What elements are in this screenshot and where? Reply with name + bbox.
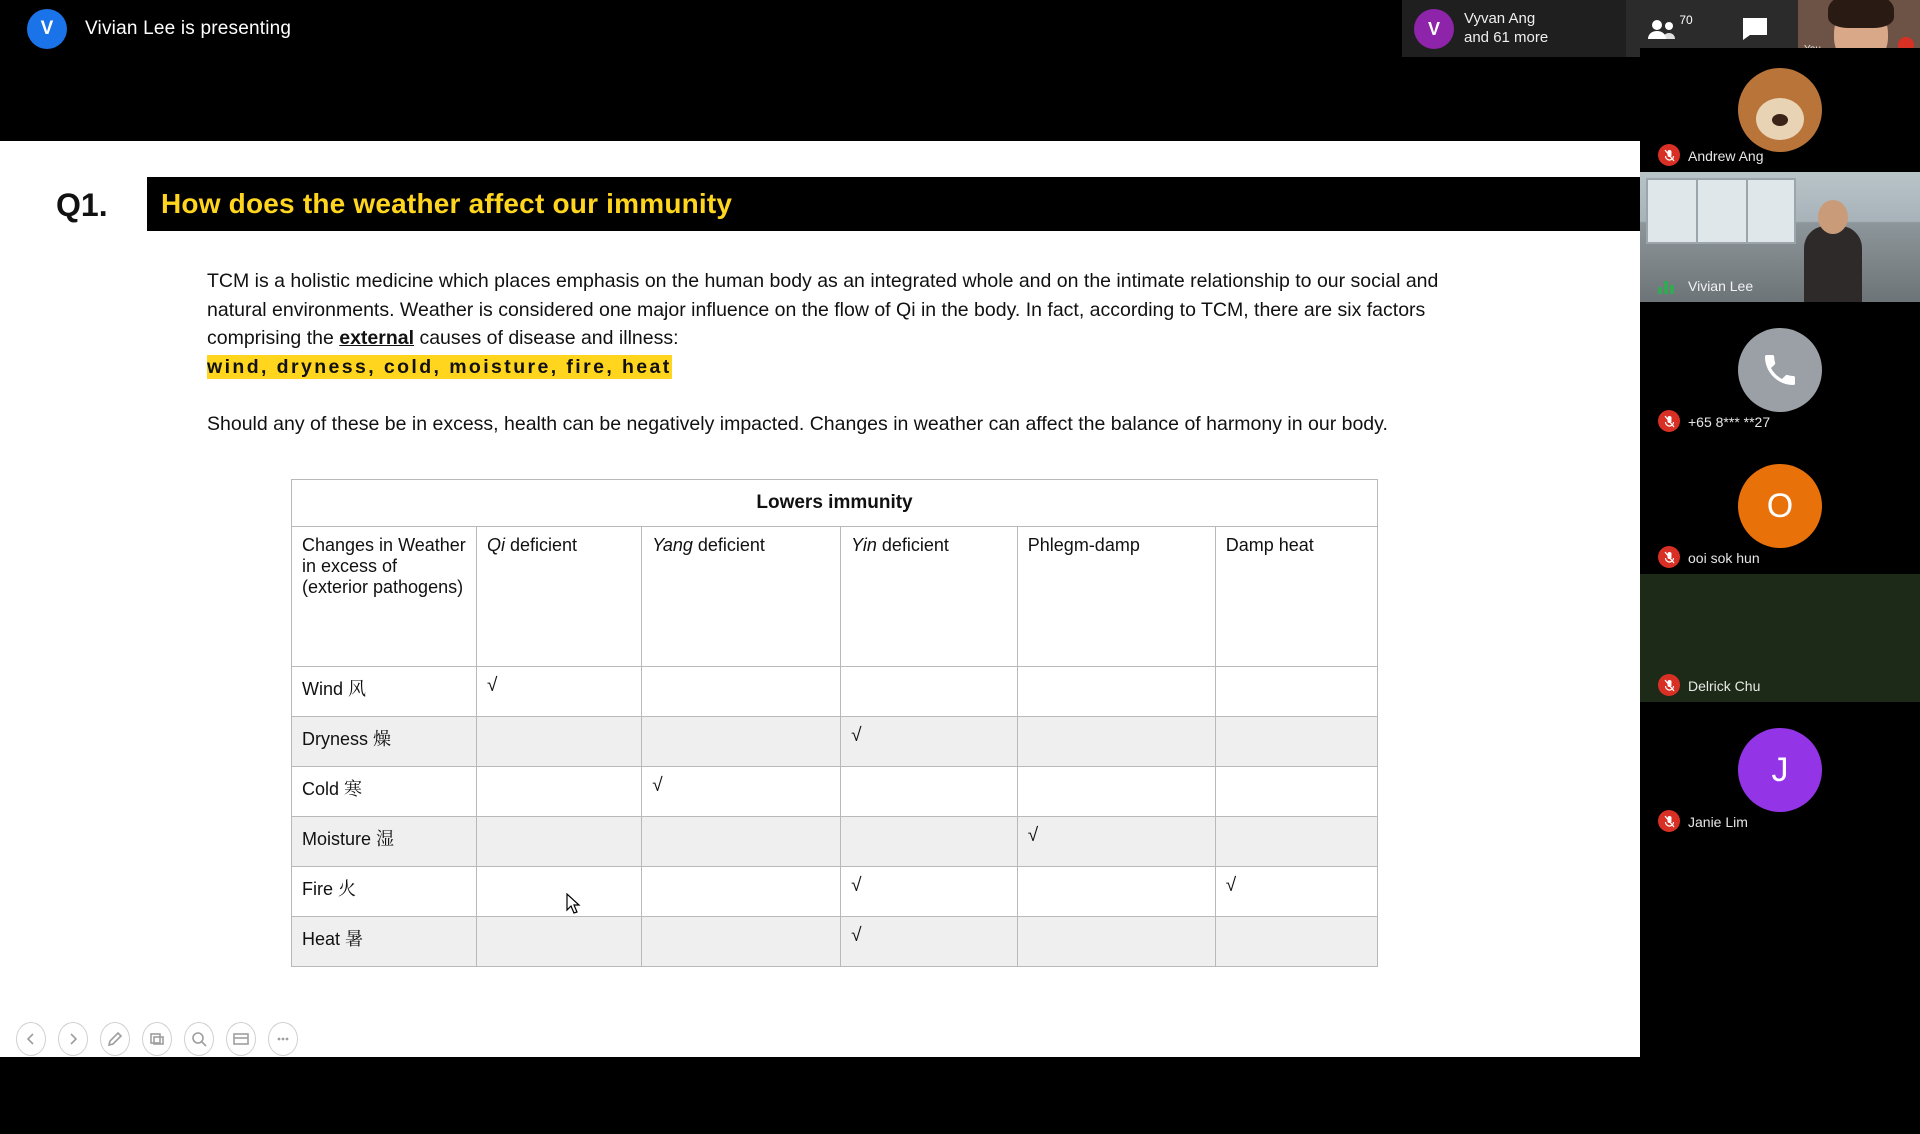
more-dots-icon — [274, 1030, 292, 1048]
participant-rail[interactable] — [1640, 48, 1920, 1048]
cell-heat-yin: √ — [841, 917, 1018, 967]
paragraph1-text-a: TCM is a holistic medicine which places emphasis on the human body as an integrated whole and on the intimate relationship to our social and natural environments. Weather is considered one major influence on the flow of Qi in the body. In fact, according to TCM, there are six factors comprising the — [207, 270, 1439, 349]
presentation-stage[interactable] — [0, 57, 1640, 1057]
question-number: Q1. — [56, 187, 108, 223]
weather-immunity-table — [291, 479, 1378, 967]
cell-moisture-phlegm: √ — [1017, 817, 1215, 867]
participant-tile-phone-caller[interactable] — [1640, 302, 1920, 438]
cell-dryness-phlegm — [1017, 717, 1215, 767]
bottom-bar — [0, 1057, 1920, 1134]
cell-cold-qi — [477, 767, 642, 817]
cell-fire-yin: √ — [841, 867, 1018, 917]
cell-heat-qi — [477, 917, 642, 967]
participant-name: Delrick Chu — [1688, 678, 1761, 694]
mic-muted-icon — [1658, 410, 1680, 432]
laser-pointer-button[interactable] — [142, 1022, 172, 1056]
participant-tile-delrick-chu[interactable] — [1640, 574, 1920, 702]
cell-fire-yang — [642, 867, 841, 917]
table-col-header-yin: Yin deficient — [841, 527, 1018, 667]
participant-tile-janie-lim[interactable] — [1640, 702, 1920, 838]
cell-cold-yang: √ — [642, 767, 841, 817]
cell-cold-phlegm — [1017, 767, 1215, 817]
participant-tile-andrew-ang[interactable] — [1640, 48, 1920, 172]
people-icon — [1647, 18, 1677, 40]
active-speaker-avatar: V — [1414, 9, 1454, 49]
paragraph1-external-emphasis: external — [339, 327, 415, 349]
slide-title-bar — [147, 177, 1640, 231]
avatar-initial: O — [1738, 464, 1822, 548]
zoom-button[interactable] — [184, 1022, 214, 1056]
more-options-button[interactable] — [268, 1022, 298, 1056]
notes-button[interactable] — [226, 1022, 256, 1056]
cell-heat-yang — [642, 917, 841, 967]
mic-muted-icon — [1658, 546, 1680, 568]
avatar — [1738, 328, 1822, 412]
participant-name: Andrew Ang — [1688, 148, 1764, 164]
table-row — [292, 767, 1378, 817]
row-label-dryness: Dryness 燥 — [292, 717, 477, 767]
table-col-header-damp-heat: Damp heat — [1215, 527, 1377, 667]
slide-paragraph-2: Should any of these be in excess, health can be negatively impacted. Changes in weather can affect the balance of harmony in our body. — [207, 413, 1388, 435]
table-row — [292, 867, 1378, 917]
notes-icon — [232, 1030, 250, 1048]
mouse-cursor — [566, 893, 582, 915]
cell-dryness-qi — [477, 717, 642, 767]
pointer-icon — [148, 1030, 166, 1048]
row-label-wind: Wind 风 — [292, 667, 477, 717]
cell-cold-yin — [841, 767, 1018, 817]
mic-muted-icon — [1658, 144, 1680, 166]
row-label-fire: Fire 火 — [292, 867, 477, 917]
row-label-cold: Cold 寒 — [292, 767, 477, 817]
cell-wind-yang — [642, 667, 841, 717]
cell-dryness-yang — [642, 717, 841, 767]
table-title: Lowers immunity — [292, 480, 1378, 527]
cell-moisture-yin — [841, 817, 1018, 867]
table-row — [292, 667, 1378, 717]
presenting-status-text: Vivian Lee is presenting — [85, 17, 292, 39]
cell-dryness-dampheat — [1215, 717, 1377, 767]
cell-heat-phlegm — [1017, 917, 1215, 967]
cell-wind-phlegm — [1017, 667, 1215, 717]
cell-cold-dampheat — [1215, 767, 1377, 817]
table-row-header: Changes in Weather in excess of (exterior pathogens) — [292, 527, 477, 667]
active-speaker-more: and 61 more — [1464, 29, 1549, 46]
cell-dryness-yin: √ — [841, 717, 1018, 767]
magnifier-icon — [190, 1030, 208, 1048]
avatar-initial: J — [1738, 728, 1822, 812]
slide-content — [0, 141, 1640, 1059]
pen-icon — [106, 1030, 124, 1048]
chat-bubble-icon — [1741, 16, 1769, 42]
slide-paragraph-1 — [207, 267, 1452, 381]
avatar — [1738, 68, 1822, 152]
table-row — [292, 717, 1378, 767]
pen-tool-button[interactable] — [100, 1022, 130, 1056]
table-col-header-qi: Qi deficient — [477, 527, 642, 667]
participant-name: ooi sok hun — [1688, 550, 1760, 566]
table-row — [292, 917, 1378, 967]
slide-title: How does the weather affect our immunity — [161, 188, 733, 219]
table-row — [292, 817, 1378, 867]
row-label-heat: Heat 暑 — [292, 917, 477, 967]
cell-wind-yin — [841, 667, 1018, 717]
cell-moisture-dampheat — [1215, 817, 1377, 867]
speaking-indicator-icon — [1658, 281, 1674, 294]
window-background-detail — [1646, 178, 1796, 244]
paragraph1-highlighted-factors: wind, dryness, cold, moisture, fire, heat — [207, 355, 672, 378]
participant-name: Vivian Lee — [1688, 278, 1754, 294]
next-slide-button[interactable] — [58, 1022, 88, 1056]
self-hair — [1828, 0, 1894, 28]
active-speaker-chip[interactable] — [1402, 0, 1630, 58]
cell-moisture-qi — [477, 817, 642, 867]
cell-moisture-yang — [642, 817, 841, 867]
cell-heat-dampheat — [1215, 917, 1377, 967]
previous-slide-button[interactable] — [16, 1022, 46, 1056]
participant-name: Janie Lim — [1688, 814, 1748, 830]
participant-name: +65 8*** **27 — [1688, 414, 1771, 430]
mic-muted-icon — [1658, 674, 1680, 696]
chevron-left-icon — [23, 1031, 39, 1047]
presenter-avatar: V — [27, 9, 67, 49]
row-label-moisture: Moisture 湿 — [292, 817, 477, 867]
paragraph1-text-b: causes of disease and illness: — [414, 327, 679, 349]
participant-video-person — [1804, 226, 1862, 302]
mic-muted-icon — [1658, 810, 1680, 832]
participant-tile-ooi-sok-hun[interactable] — [1640, 438, 1920, 574]
cell-fire-qi — [477, 867, 642, 917]
cell-fire-phlegm — [1017, 867, 1215, 917]
slide-toolbar — [8, 1019, 298, 1059]
cell-wind-dampheat — [1215, 667, 1377, 717]
table-col-header-phlegm-damp: Phlegm-damp — [1017, 527, 1215, 667]
chevron-right-icon — [65, 1031, 81, 1047]
people-count: 70 — [1679, 12, 1693, 27]
cell-wind-qi: √ — [477, 667, 642, 717]
cell-fire-dampheat: √ — [1215, 867, 1377, 917]
participant-tile-vivian-lee[interactable] — [1640, 172, 1920, 302]
active-speaker-name: Vyvan Ang — [1464, 10, 1536, 28]
table-col-header-yang: Yang deficient — [642, 527, 841, 667]
